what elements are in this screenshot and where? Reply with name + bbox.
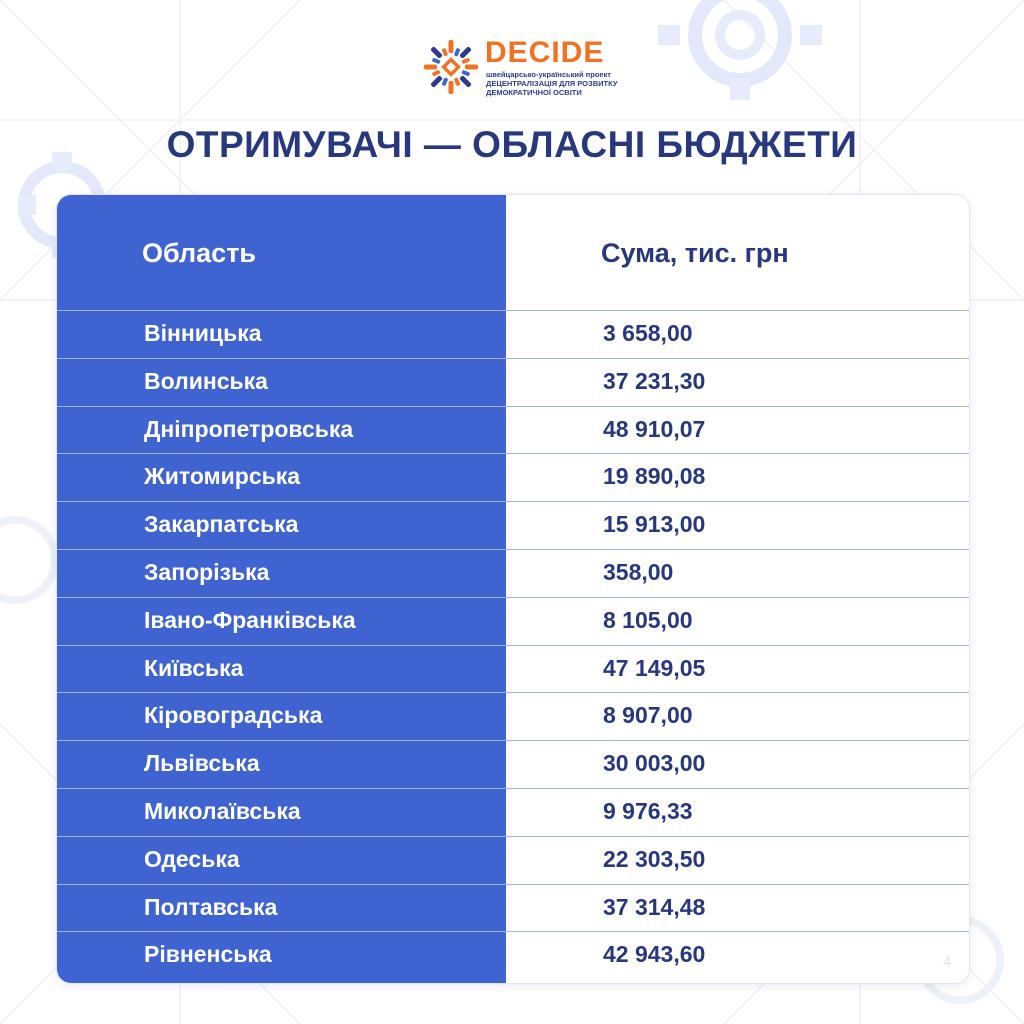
amount-cell: 8 907,00 — [603, 702, 693, 729]
amount-cell: 48 910,07 — [603, 415, 706, 442]
amount-cell: 37 231,30 — [603, 367, 706, 394]
region-cell: Рівненська — [144, 941, 272, 968]
row-divider — [57, 740, 969, 741]
amount-cell: 8 105,00 — [603, 606, 693, 633]
header-amount: Сума, тис. грн — [601, 238, 789, 268]
row-divider — [57, 788, 969, 789]
row-divider — [57, 692, 969, 693]
region-cell: Запорізька — [144, 559, 270, 585]
region-cell: Закарпатська — [144, 511, 299, 538]
amount-cell: 37 314,48 — [603, 893, 706, 920]
page-title: ОТРИМУВАЧІ — ОБЛАСНІ БЮДЖЕТИ — [166, 124, 858, 165]
page-number: 4 — [943, 953, 951, 969]
amount-cell: 3 658,00 — [603, 320, 693, 346]
region-cell: Київська — [144, 654, 244, 681]
budget-table — [57, 195, 969, 983]
amount-cell: 47 149,05 — [603, 654, 706, 681]
amount-cell: 30 003,00 — [603, 750, 706, 777]
region-cell: Львівська — [144, 750, 260, 777]
decide-logo — [422, 36, 622, 100]
amount-cell: 42 943,60 — [603, 941, 706, 968]
logo-subtitle-line: швейцарсько-український проект — [486, 70, 611, 79]
amount-cell: 15 913,00 — [603, 511, 706, 538]
region-column-band — [57, 195, 506, 983]
region-cell: Дніпропетровська — [144, 415, 354, 442]
snowflake-logo-icon — [422, 38, 480, 96]
region-cell: Полтавська — [144, 893, 278, 920]
row-divider — [57, 501, 969, 502]
region-cell: Одеська — [144, 845, 240, 872]
header-region: Область — [142, 238, 257, 268]
region-cell: Миколаївська — [144, 798, 301, 824]
amount-cell: 358,00 — [603, 559, 674, 585]
amount-cell: 22 303,50 — [603, 845, 706, 872]
logo-name: DECIDE — [485, 36, 605, 69]
row-divider — [57, 931, 969, 932]
row-divider — [57, 549, 969, 550]
row-divider — [57, 645, 969, 646]
region-cell: Кіровоградська — [144, 702, 323, 729]
region-cell: Івано-Франківська — [144, 606, 356, 633]
row-divider — [57, 406, 969, 407]
region-cell: Житомирська — [144, 463, 301, 490]
amount-cell: 19 890,08 — [603, 463, 706, 490]
gear-icon — [658, 0, 822, 100]
logo-subtitle-line: ДЕМОКРАТИЧНОЇ ОСВІТИ — [486, 88, 582, 97]
logo-subtitle-line: ДЕЦЕНТРАЛІЗАЦІЯ ДЛЯ РОЗВИТКУ — [486, 79, 618, 88]
logo-subtitle — [486, 70, 626, 97]
region-cell: Волинська — [144, 367, 268, 394]
row-divider — [57, 884, 969, 885]
row-divider — [57, 836, 969, 837]
row-divider — [57, 310, 969, 311]
region-cell: Вінницька — [144, 320, 262, 346]
row-divider — [57, 597, 969, 598]
row-divider — [57, 358, 969, 359]
row-divider — [57, 453, 969, 454]
amount-cell: 9 976,33 — [603, 798, 693, 824]
